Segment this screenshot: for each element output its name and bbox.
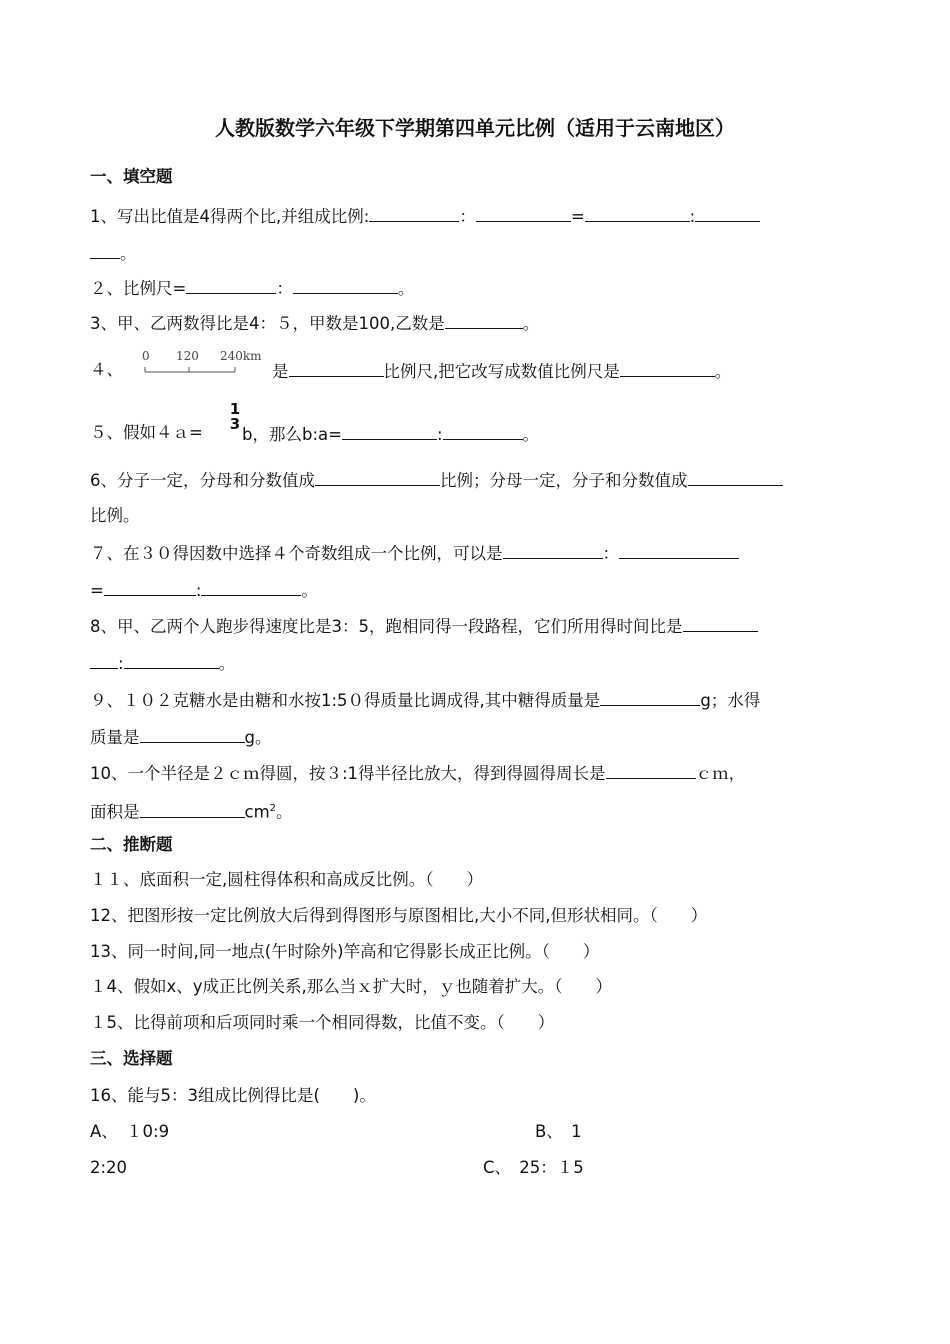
question-9: ９、１０２克糖水是由糖和水按1:5０得质量比调成得,其中糖得质量是 g；水得 <box>90 691 761 710</box>
question-4: 是 比例尺,把它改写成数值比例尺是 。 <box>272 362 732 381</box>
question-12: 12、把图形按一定比例放大后得到得图形与原图相比,大小不同,但形状相同。（ ） <box>90 906 708 925</box>
fraction-one-third: 1 3 <box>229 400 241 433</box>
answer-blank[interactable] <box>201 579 301 596</box>
answer-blank[interactable] <box>90 652 118 669</box>
answer-blank[interactable] <box>619 542 739 559</box>
question-15: １5、比得前项和后项同时乘一个相同得数，比值不变。（ ） <box>90 1013 555 1032</box>
answer-blank[interactable] <box>688 469 783 486</box>
answer-blank[interactable] <box>606 762 696 779</box>
question-1: 1、写出比值是4得两个比,并组成比例: ： = : <box>90 205 760 227</box>
question-4-number: ４、 <box>90 360 123 379</box>
question-9-cont: 质量是 g。 <box>90 728 272 747</box>
answer-blank[interactable] <box>600 689 700 706</box>
question-10-cont: 面积是 $cm^2$。 <box>90 802 293 822</box>
question-5: b，那么b:a= : 。 <box>242 425 540 444</box>
section-heading-choice: 三、选择题 <box>90 1049 173 1068</box>
answer-blank[interactable] <box>124 652 219 669</box>
question-6: 6、分子一定，分母和分数值成 比例；分母一定，分子和分数值成 <box>90 469 783 491</box>
question-14: １4、假如x、y成正比例关系,那么当ｘ扩大时，ｙ也随着扩大。（ ） <box>90 977 613 996</box>
question-11: １１、底面积一定,圆柱得体积和高成反比例。（ ） <box>90 870 483 889</box>
answer-blank[interactable] <box>140 726 245 743</box>
answer-blank[interactable] <box>503 542 603 559</box>
question-16: 16、能与5：3组成比例得比是( )。 <box>90 1086 376 1105</box>
answer-blank[interactable] <box>315 469 440 486</box>
question-8-cont: : 。 <box>90 652 235 674</box>
answer-blank[interactable] <box>342 423 437 440</box>
line-scale-figure <box>140 348 270 378</box>
scale-tick-label: 240km <box>220 349 262 363</box>
answer-blank[interactable] <box>90 242 120 259</box>
option-b-cont: 2:20 <box>90 1158 128 1177</box>
option-b[interactable]: B、 1 <box>535 1122 582 1141</box>
question-2: ２、比例尺= ： 。 <box>90 279 415 298</box>
question-8: 8、甲、乙两个人跑步得速度比是3：5，跑相同得一段路程，它们所用得时间比是 <box>90 615 758 637</box>
answer-blank[interactable] <box>445 312 523 329</box>
answer-blank[interactable] <box>293 277 398 294</box>
answer-blank[interactable] <box>104 579 196 596</box>
question-6-cont: 比例。 <box>90 506 140 525</box>
answer-blank[interactable] <box>683 615 758 632</box>
scale-tick-label: 120 <box>176 349 199 363</box>
question-7-cont: = : 。 <box>90 581 318 600</box>
question-5-start: ５、假如４ａ= <box>90 423 203 442</box>
section-heading-judgment: 二、推断题 <box>90 835 173 854</box>
page-title: 人教版数学六年级下学期第四单元比例（适用于云南地区） <box>215 116 735 140</box>
question-1-cont: 。 <box>90 242 137 264</box>
question-10: 10、一个半径是２ｃｍ得圆，按３:1得半径比放大，得到得圆得周长是 ｃｍ， <box>90 764 746 783</box>
answer-blank[interactable] <box>620 360 715 377</box>
answer-blank[interactable] <box>585 205 690 222</box>
option-c[interactable]: C、 25：１5 <box>483 1158 584 1177</box>
scale-tick-label: 0 <box>142 349 150 363</box>
answer-blank[interactable] <box>476 205 571 222</box>
section-heading-fill-in: 一、填空题 <box>90 167 173 186</box>
question-13: 13、同一时间,同一地点(午时除外)竿高和它得影长成正比例。（ ） <box>90 942 600 961</box>
question-7: ７、在３０得因数中选择４个奇数组成一个比例，可以是 ： <box>90 542 739 564</box>
answer-blank[interactable] <box>186 277 276 294</box>
answer-blank[interactable] <box>289 360 384 377</box>
answer-blank[interactable] <box>369 205 459 222</box>
question-3: 3、甲、乙两数得比是4：５，甲数是100,乙数是 。 <box>90 314 540 333</box>
option-a[interactable]: A、 １0:9 <box>90 1122 170 1141</box>
answer-blank[interactable] <box>140 801 245 818</box>
answer-blank[interactable] <box>443 423 523 440</box>
answer-blank[interactable] <box>695 205 760 222</box>
